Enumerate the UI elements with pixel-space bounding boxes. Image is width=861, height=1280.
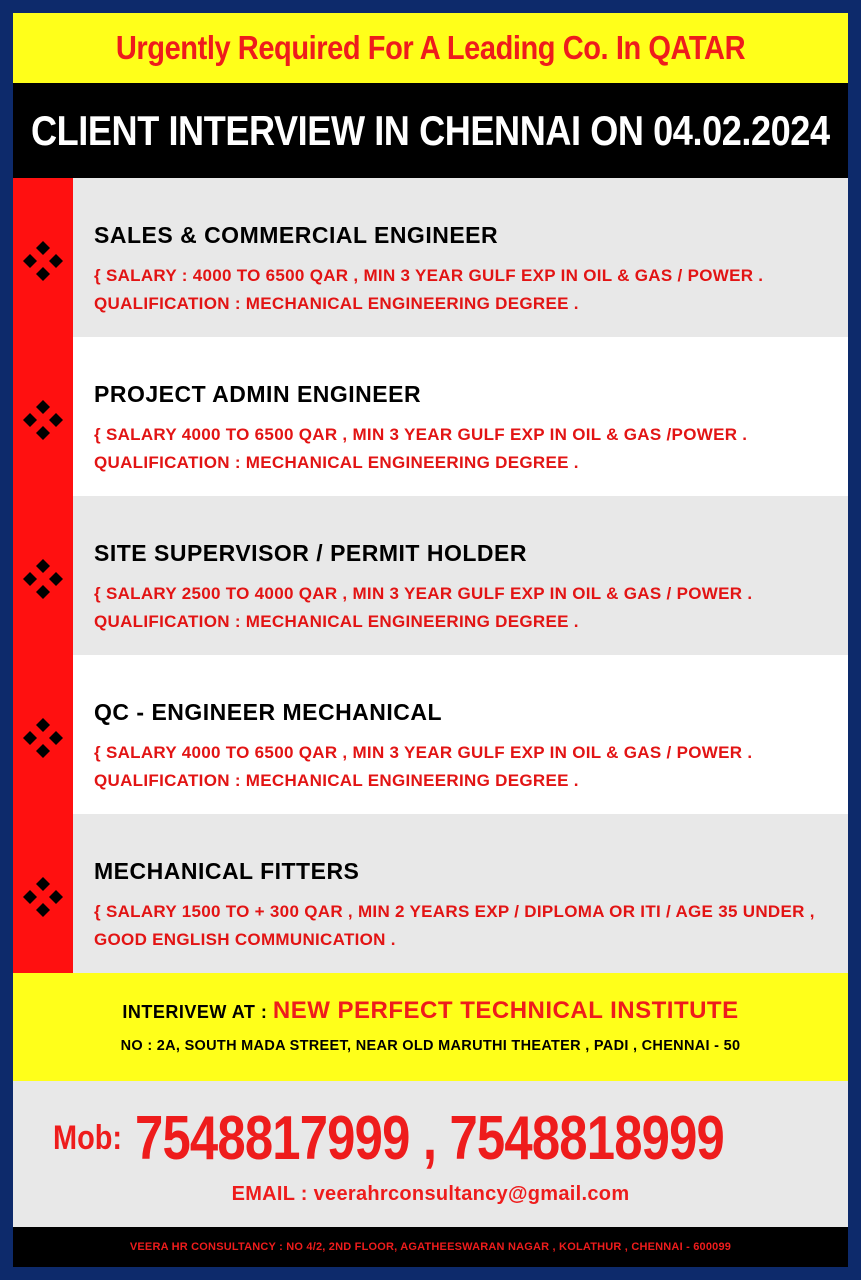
job-details: { SALARY 1500 TO + 300 QAR , MIN 2 YEARS EXP / DIPLOMA OR ITI / AGE 35 UNDER , GOOD ENGLISH COMMUNICATION . (94, 902, 815, 949)
job-listing (73, 496, 848, 655)
job-listing (73, 814, 848, 973)
contact-section (13, 1081, 848, 1227)
job-details: { SALARY 4000 TO 6500 QAR , MIN 3 YEAR GULF EXP IN OIL & GAS /POWER . QUALIFICATION : MECHANICAL ENGINEERING DEGREE . (94, 425, 748, 472)
diamond-bullet-icon (21, 875, 65, 919)
diamond-bullet-icon (21, 398, 65, 442)
footer-address: VEERA HR CONSULTANCY : NO 4/2, 2ND FLOOR, AGATHEESWARAN NAGAR , KOLATHUR , CHENNAI - 600099 (129, 1241, 732, 1253)
interview-date-banner (13, 83, 848, 178)
job-listing (73, 655, 848, 814)
footer-bar (13, 1227, 848, 1267)
mobile-numbers[interactable]: 7548817999 , 7548818999 (134, 1104, 724, 1173)
job-listing (73, 337, 848, 496)
job-title: SITE SUPERVISOR / PERMIT HOLDER (94, 540, 527, 566)
mobile-label: Mob: (53, 1119, 123, 1157)
mobile-line (53, 1103, 853, 1174)
job-title: SALES & COMMERCIAL ENGINEER (94, 222, 499, 248)
headline: Urgently Required For A Leading Co. In QATAR (115, 29, 746, 66)
job-details: { SALARY : 4000 TO 6500 QAR , MIN 3 YEAR GULF EXP IN OIL & GAS / POWER . QUALIFICATION : MECHANICAL ENGINEERING DEGREE . (94, 266, 764, 313)
venue-section (13, 973, 848, 1081)
venue-address: NO : 2A, SOUTH MADA STREET, NEAR OLD MARUTHI THEATER , PADI , CHENNAI - 50 (120, 1038, 741, 1054)
headline-banner (13, 13, 848, 83)
venue-name: NEW PERFECT TECHNICAL INSTITUTE (272, 997, 739, 1024)
job-details: { SALARY 4000 TO 6500 QAR , MIN 3 YEAR GULF EXP IN OIL & GAS / POWER . QUALIFICATION : MECHANICAL ENGINEERING DEGREE . (94, 743, 753, 790)
job-details: { SALARY 2500 TO 4000 QAR , MIN 3 YEAR GULF EXP IN OIL & GAS / POWER . QUALIFICATION : MECHANICAL ENGINEERING DEGREE . (94, 584, 753, 631)
interview-date-text: CLIENT INTERVIEW IN CHENNAI ON 04.02.2024 (31, 106, 830, 154)
venue-label: INTERIVEW AT : (122, 1002, 273, 1022)
job-listing (73, 178, 848, 337)
diamond-bullet-icon (21, 239, 65, 283)
job-title: QC - ENGINEER MECHANICAL (94, 699, 443, 725)
email-address[interactable]: EMAIL : veerahrconsultancy@gmail.com (231, 1183, 630, 1205)
job-title: PROJECT ADMIN ENGINEER (94, 381, 422, 407)
venue-line (13, 997, 848, 1025)
poster (13, 13, 848, 1267)
diamond-bullet-icon (21, 716, 65, 760)
diamond-bullet-icon (21, 557, 65, 601)
job-title: MECHANICAL FITTERS (94, 858, 360, 884)
